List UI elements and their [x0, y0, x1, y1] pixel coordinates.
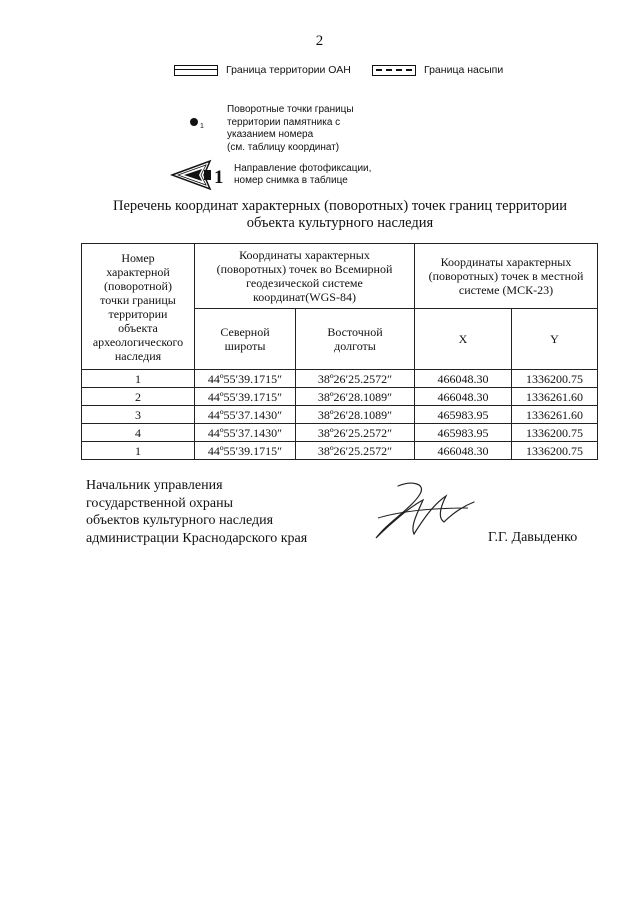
legend-oan-label: Граница территории ОАН [226, 64, 351, 76]
signatory-name: Г.Г. Давыденко [488, 530, 578, 545]
header-wgs84: Координаты характерных (поворотных) точек во Всемирной геодезической системе координат(WGS-84) [195, 244, 415, 309]
header-msk23: Координаты характерных (поворотных) точек в местной системе (МСК-23) [415, 244, 598, 309]
table-row: 3 44º55′37.1430″ 38º26′28.1089″ 465983.95 1336261.60 [82, 406, 598, 424]
photo-direction-arrow-icon [170, 158, 228, 192]
header-x: X [415, 309, 512, 370]
turning-points-description: Поворотные точки границы территории памятника с указанием номера (см. таблицу координат) [227, 104, 354, 153]
solid-border-symbol-icon [174, 65, 218, 76]
turning-point-symbol [190, 104, 227, 154]
table-row: 1 44º55′39.1715″ 38º26′25.2572″ 466048.30 1336200.75 [82, 370, 598, 388]
legend-embankment-label: Граница насыпи [424, 64, 504, 76]
table-row: 2 44º55′39.1715″ 38º26′28.1089″ 466048.30 1336261.60 [82, 388, 598, 406]
dashed-border-symbol-icon [372, 65, 416, 76]
photo-number: 1 [214, 167, 224, 188]
header-east-longitude: Восточной долготы [296, 309, 415, 370]
legend-embankment-border [372, 64, 503, 76]
header-north-latitude: Северной широты [195, 309, 296, 370]
coordinates-table [81, 243, 598, 460]
signatory-position: Начальник управления государственной охраны объектов культурного наследия администрации Краснодарского края [86, 478, 308, 546]
header-point-number: Номер характерной (поворотной) точки границы территории объекта археологического наследия [82, 244, 195, 370]
point-dot-icon [190, 118, 198, 126]
table-row: 4 44º55′37.1430″ 38º26′25.2572″ 465983.95 1336200.75 [82, 424, 598, 442]
legend-photo-direction [170, 158, 371, 192]
photo-direction-description: Направление фотофиксации, номер снимка в таблице [234, 162, 372, 186]
legend-turning-points [190, 104, 380, 154]
point-index: 1 [200, 123, 204, 130]
document-title: Перечень координат характерных (поворотных) точек границ территории объекта культурного наследия [112, 198, 568, 231]
table-row: 1 44º55′39.1715″ 38º26′25.2572″ 466048.30 1336200.75 [82, 442, 598, 460]
handwritten-signature [368, 478, 478, 548]
legend-oan-border [174, 64, 351, 76]
page-number: 2 [315, 33, 324, 49]
header-y: Y [512, 309, 598, 370]
